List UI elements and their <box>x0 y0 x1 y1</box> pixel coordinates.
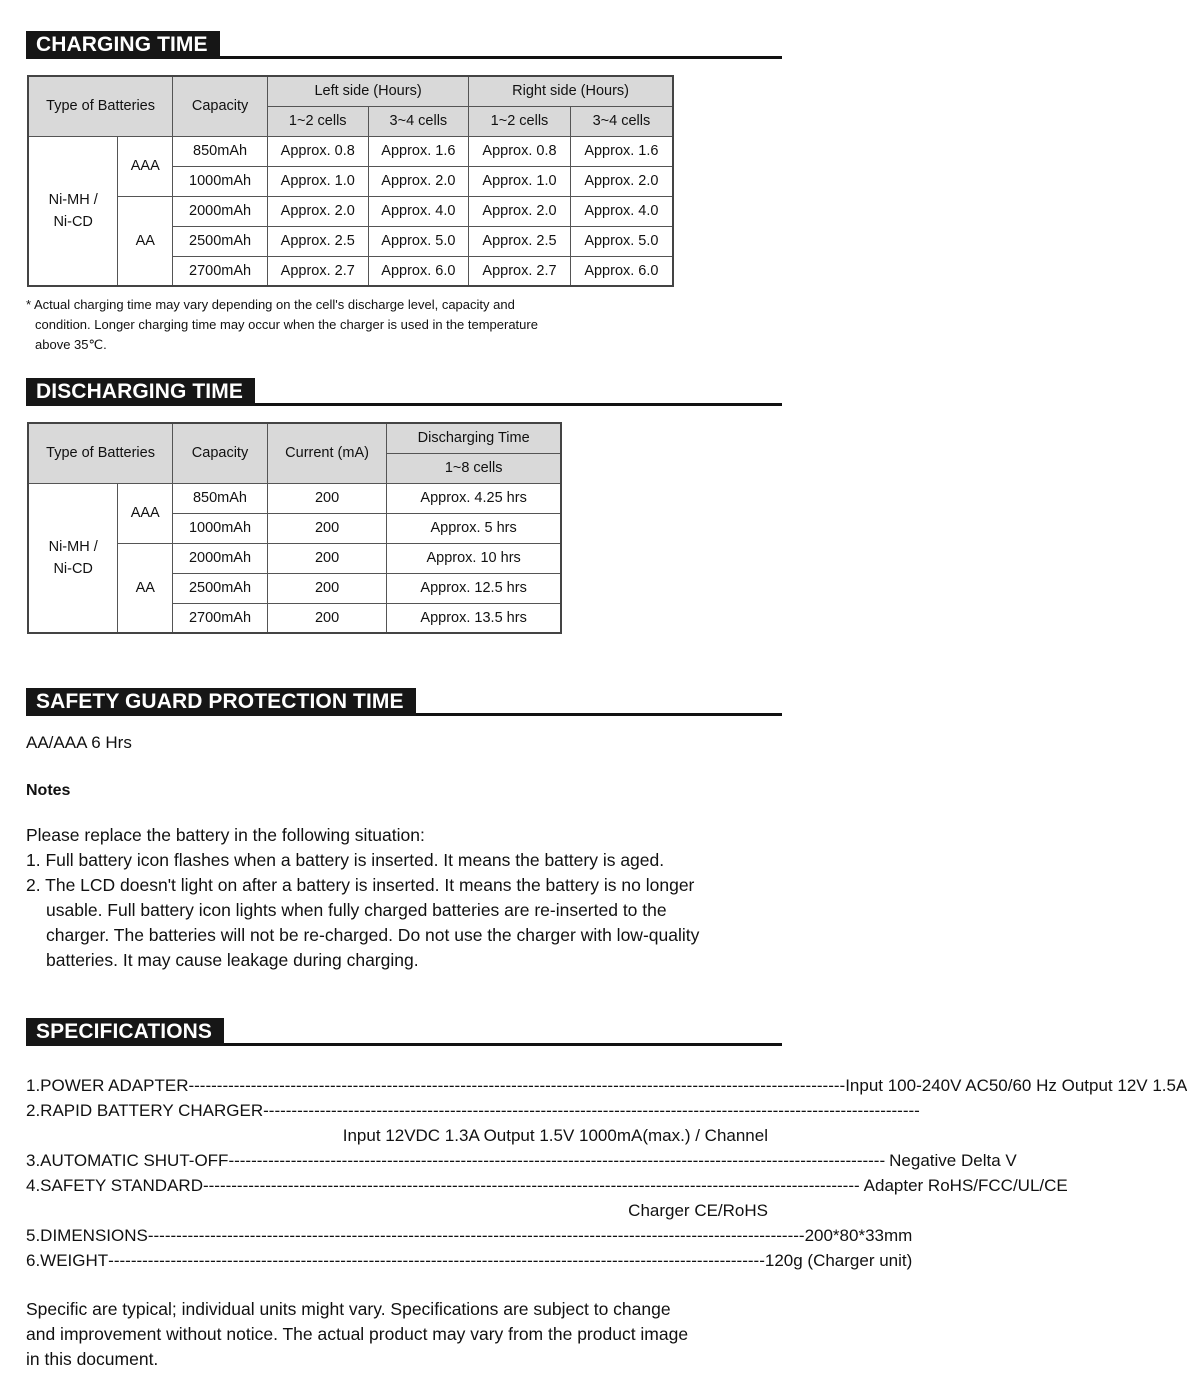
table-row <box>28 483 561 513</box>
size-aa-cell: AA <box>118 196 173 286</box>
specifications-header <box>26 1018 782 1046</box>
value-cell: Approx. 6.0 <box>368 256 469 286</box>
spec-value: Negative Delta V <box>889 1151 1017 1170</box>
capacity-cell: 1000mAh <box>173 513 268 543</box>
notes-item-continuation: usable. Full battery icon lights when fully charged batteries are re-inserted to the <box>46 900 667 920</box>
dot-leader: -------------------------------------------------------------------------------------------------------------------- <box>147 1226 805 1245</box>
footnote-line: * Actual charging time may vary depending on the cell's discharge level, capacity and <box>26 297 515 312</box>
section-title: DISCHARGING TIME <box>26 378 255 406</box>
chemistry-cell <box>28 136 118 286</box>
header-discharging-time: Discharging Time <box>387 423 561 453</box>
chemistry-cell <box>28 483 118 633</box>
header-right-1-2-cells: 1~2 cells <box>469 106 571 136</box>
disclaimer-line: Specific are typical; individual units might vary. Specifications are subject to change <box>26 1299 671 1319</box>
spec-row-continuation <box>26 1123 768 1148</box>
safety-guard-header <box>26 688 782 716</box>
notes-intro: Please replace the battery in the following situation: <box>26 825 425 845</box>
spec-value: Input 100-240V AC50/60 Hz Output 12V 1.5A <box>845 1076 1187 1095</box>
section-title: SPECIFICATIONS <box>26 1018 224 1046</box>
spec-value: Charger CE/RoHS <box>628 1201 768 1220</box>
capacity-cell: 2500mAh <box>173 226 268 256</box>
spec-row <box>26 1148 1017 1173</box>
notes-title: Notes <box>26 782 71 799</box>
spec-row <box>26 1098 920 1123</box>
notes-item: 1. Full battery icon flashes when a battery is inserted. It means the battery is aged. <box>26 850 665 870</box>
header-left-1-2-cells: 1~2 cells <box>267 106 368 136</box>
footnote-line: condition. Longer charging time may occur when the charger is used in the temperature <box>35 317 538 332</box>
header-right-3-4-cells: 3~4 cells <box>570 106 673 136</box>
spec-row <box>26 1223 913 1248</box>
header-battery-type: Type of Batteries <box>28 76 173 136</box>
value-cell: Approx. 1.0 <box>469 166 571 196</box>
header-1-8-cells: 1~8 cells <box>387 453 561 483</box>
current-cell: 200 <box>267 513 386 543</box>
discharging-time-table <box>27 422 562 634</box>
time-cell: Approx. 4.25 hrs <box>387 483 561 513</box>
spec-label: 2.RAPID BATTERY CHARGER <box>26 1101 264 1120</box>
value-cell: Approx. 5.0 <box>368 226 469 256</box>
current-cell: 200 <box>267 483 386 513</box>
size-aaa-cell: AAA <box>118 483 173 543</box>
capacity-cell: 850mAh <box>173 136 268 166</box>
value-cell: Approx. 5.0 <box>570 226 673 256</box>
notes-item-continuation: charger. The batteries will not be re-charged. Do not use the charger with low-quality <box>46 925 700 945</box>
spec-row <box>26 1248 913 1273</box>
value-cell: Approx. 0.8 <box>469 136 571 166</box>
capacity-cell: 2000mAh <box>173 543 268 573</box>
capacity-cell: 2700mAh <box>173 603 268 633</box>
capacity-cell: 1000mAh <box>173 166 268 196</box>
spec-row-continuation <box>26 1198 768 1223</box>
value-cell: Approx. 2.0 <box>267 196 368 226</box>
value-cell: Approx. 2.0 <box>570 166 673 196</box>
capacity-cell: 850mAh <box>173 483 268 513</box>
value-cell: Approx. 2.5 <box>267 226 368 256</box>
value-cell: Approx. 0.8 <box>267 136 368 166</box>
spec-value: Adapter RoHS/FCC/UL/CE <box>863 1176 1068 1195</box>
size-aaa-cell: AAA <box>118 136 173 196</box>
spec-label: 1.POWER ADAPTER <box>26 1076 189 1095</box>
size-aa-cell: AA <box>118 543 173 633</box>
current-cell: 200 <box>267 603 386 633</box>
notes-item-continuation: batteries. It may cause leakage during charging. <box>46 950 419 970</box>
dot-leader: -------------------------------------------------------------------------------------------------------------------- <box>263 1101 920 1120</box>
capacity-cell: 2500mAh <box>173 573 268 603</box>
disclaimer-line: in this document. <box>26 1349 159 1369</box>
value-cell: Approx. 1.6 <box>368 136 469 166</box>
header-left-side: Left side (Hours) <box>267 76 468 106</box>
spec-label: 5.DIMENSIONS <box>26 1226 148 1245</box>
spec-label: 4.SAFETY STANDARD <box>26 1176 203 1195</box>
value-cell: Approx. 2.7 <box>469 256 571 286</box>
chemistry-label: Ni-MH / Ni-CD <box>48 538 98 577</box>
charging-time-header <box>26 31 782 59</box>
section-title: SAFETY GUARD PROTECTION TIME <box>26 688 416 716</box>
table-row <box>28 136 673 166</box>
capacity-cell: 2000mAh <box>173 196 268 226</box>
dot-leader: -------------------------------------------------------------------------------------------------------------------- <box>228 1151 886 1170</box>
spec-value: 120g (Charger unit) <box>764 1251 913 1270</box>
value-cell: Approx. 4.0 <box>570 196 673 226</box>
footnote-line: above 35℃. <box>35 337 107 352</box>
time-cell: Approx. 13.5 hrs <box>387 603 561 633</box>
time-cell: Approx. 5 hrs <box>387 513 561 543</box>
charging-footnote <box>26 295 666 355</box>
spec-value: Input 12VDC 1.3A Output 1.5V 1000mA(max.) / Channel <box>342 1126 768 1145</box>
value-cell: Approx. 1.0 <box>267 166 368 196</box>
current-cell: 200 <box>267 543 386 573</box>
notes-body <box>26 823 796 973</box>
spec-row <box>26 1173 1068 1198</box>
header-right-side: Right side (Hours) <box>469 76 673 106</box>
specifications-list <box>26 1073 1187 1273</box>
value-cell: Approx. 2.0 <box>469 196 571 226</box>
value-cell: Approx. 2.7 <box>267 256 368 286</box>
spec-row <box>26 1073 1187 1098</box>
spec-label: 3.AUTOMATIC SHUT-OFF <box>26 1151 229 1170</box>
specifications-disclaimer <box>26 1297 796 1372</box>
spec-label: 6.WEIGHT <box>26 1251 109 1270</box>
header-capacity: Capacity <box>173 423 268 483</box>
chemistry-label: Ni-MH / Ni-CD <box>48 191 98 230</box>
header-left-3-4-cells: 3~4 cells <box>368 106 469 136</box>
discharging-time-header <box>26 378 782 406</box>
spec-value: 200*80*33mm <box>804 1226 913 1245</box>
time-cell: Approx. 10 hrs <box>387 543 561 573</box>
header-capacity: Capacity <box>173 76 268 136</box>
dot-leader: -------------------------------------------------------------------------------------------------------------------- <box>108 1251 765 1270</box>
value-cell: Approx. 1.6 <box>570 136 673 166</box>
disclaimer-line: and improvement without notice. The actual product may vary from the product image <box>26 1324 689 1344</box>
value-cell: Approx. 2.0 <box>368 166 469 196</box>
time-cell: Approx. 12.5 hrs <box>387 573 561 603</box>
value-cell: Approx. 2.5 <box>469 226 571 256</box>
value-cell: Approx. 6.0 <box>570 256 673 286</box>
dot-leader: -------------------------------------------------------------------------------------------------------------------- <box>188 1076 846 1095</box>
header-current: Current (mA) <box>267 423 386 483</box>
section-title: CHARGING TIME <box>26 31 220 59</box>
current-cell: 200 <box>267 573 386 603</box>
header-battery-type: Type of Batteries <box>28 423 173 483</box>
safety-guard-value: AA/AAA 6 Hrs <box>26 733 132 752</box>
capacity-cell: 2700mAh <box>173 256 268 286</box>
table-row <box>28 196 673 226</box>
value-cell: Approx. 4.0 <box>368 196 469 226</box>
notes-item: 2. The LCD doesn't light on after a battery is inserted. It means the battery is no longer <box>26 875 695 895</box>
dot-leader: -------------------------------------------------------------------------------------------------------------------- <box>202 1176 860 1195</box>
charging-time-table <box>27 75 674 287</box>
